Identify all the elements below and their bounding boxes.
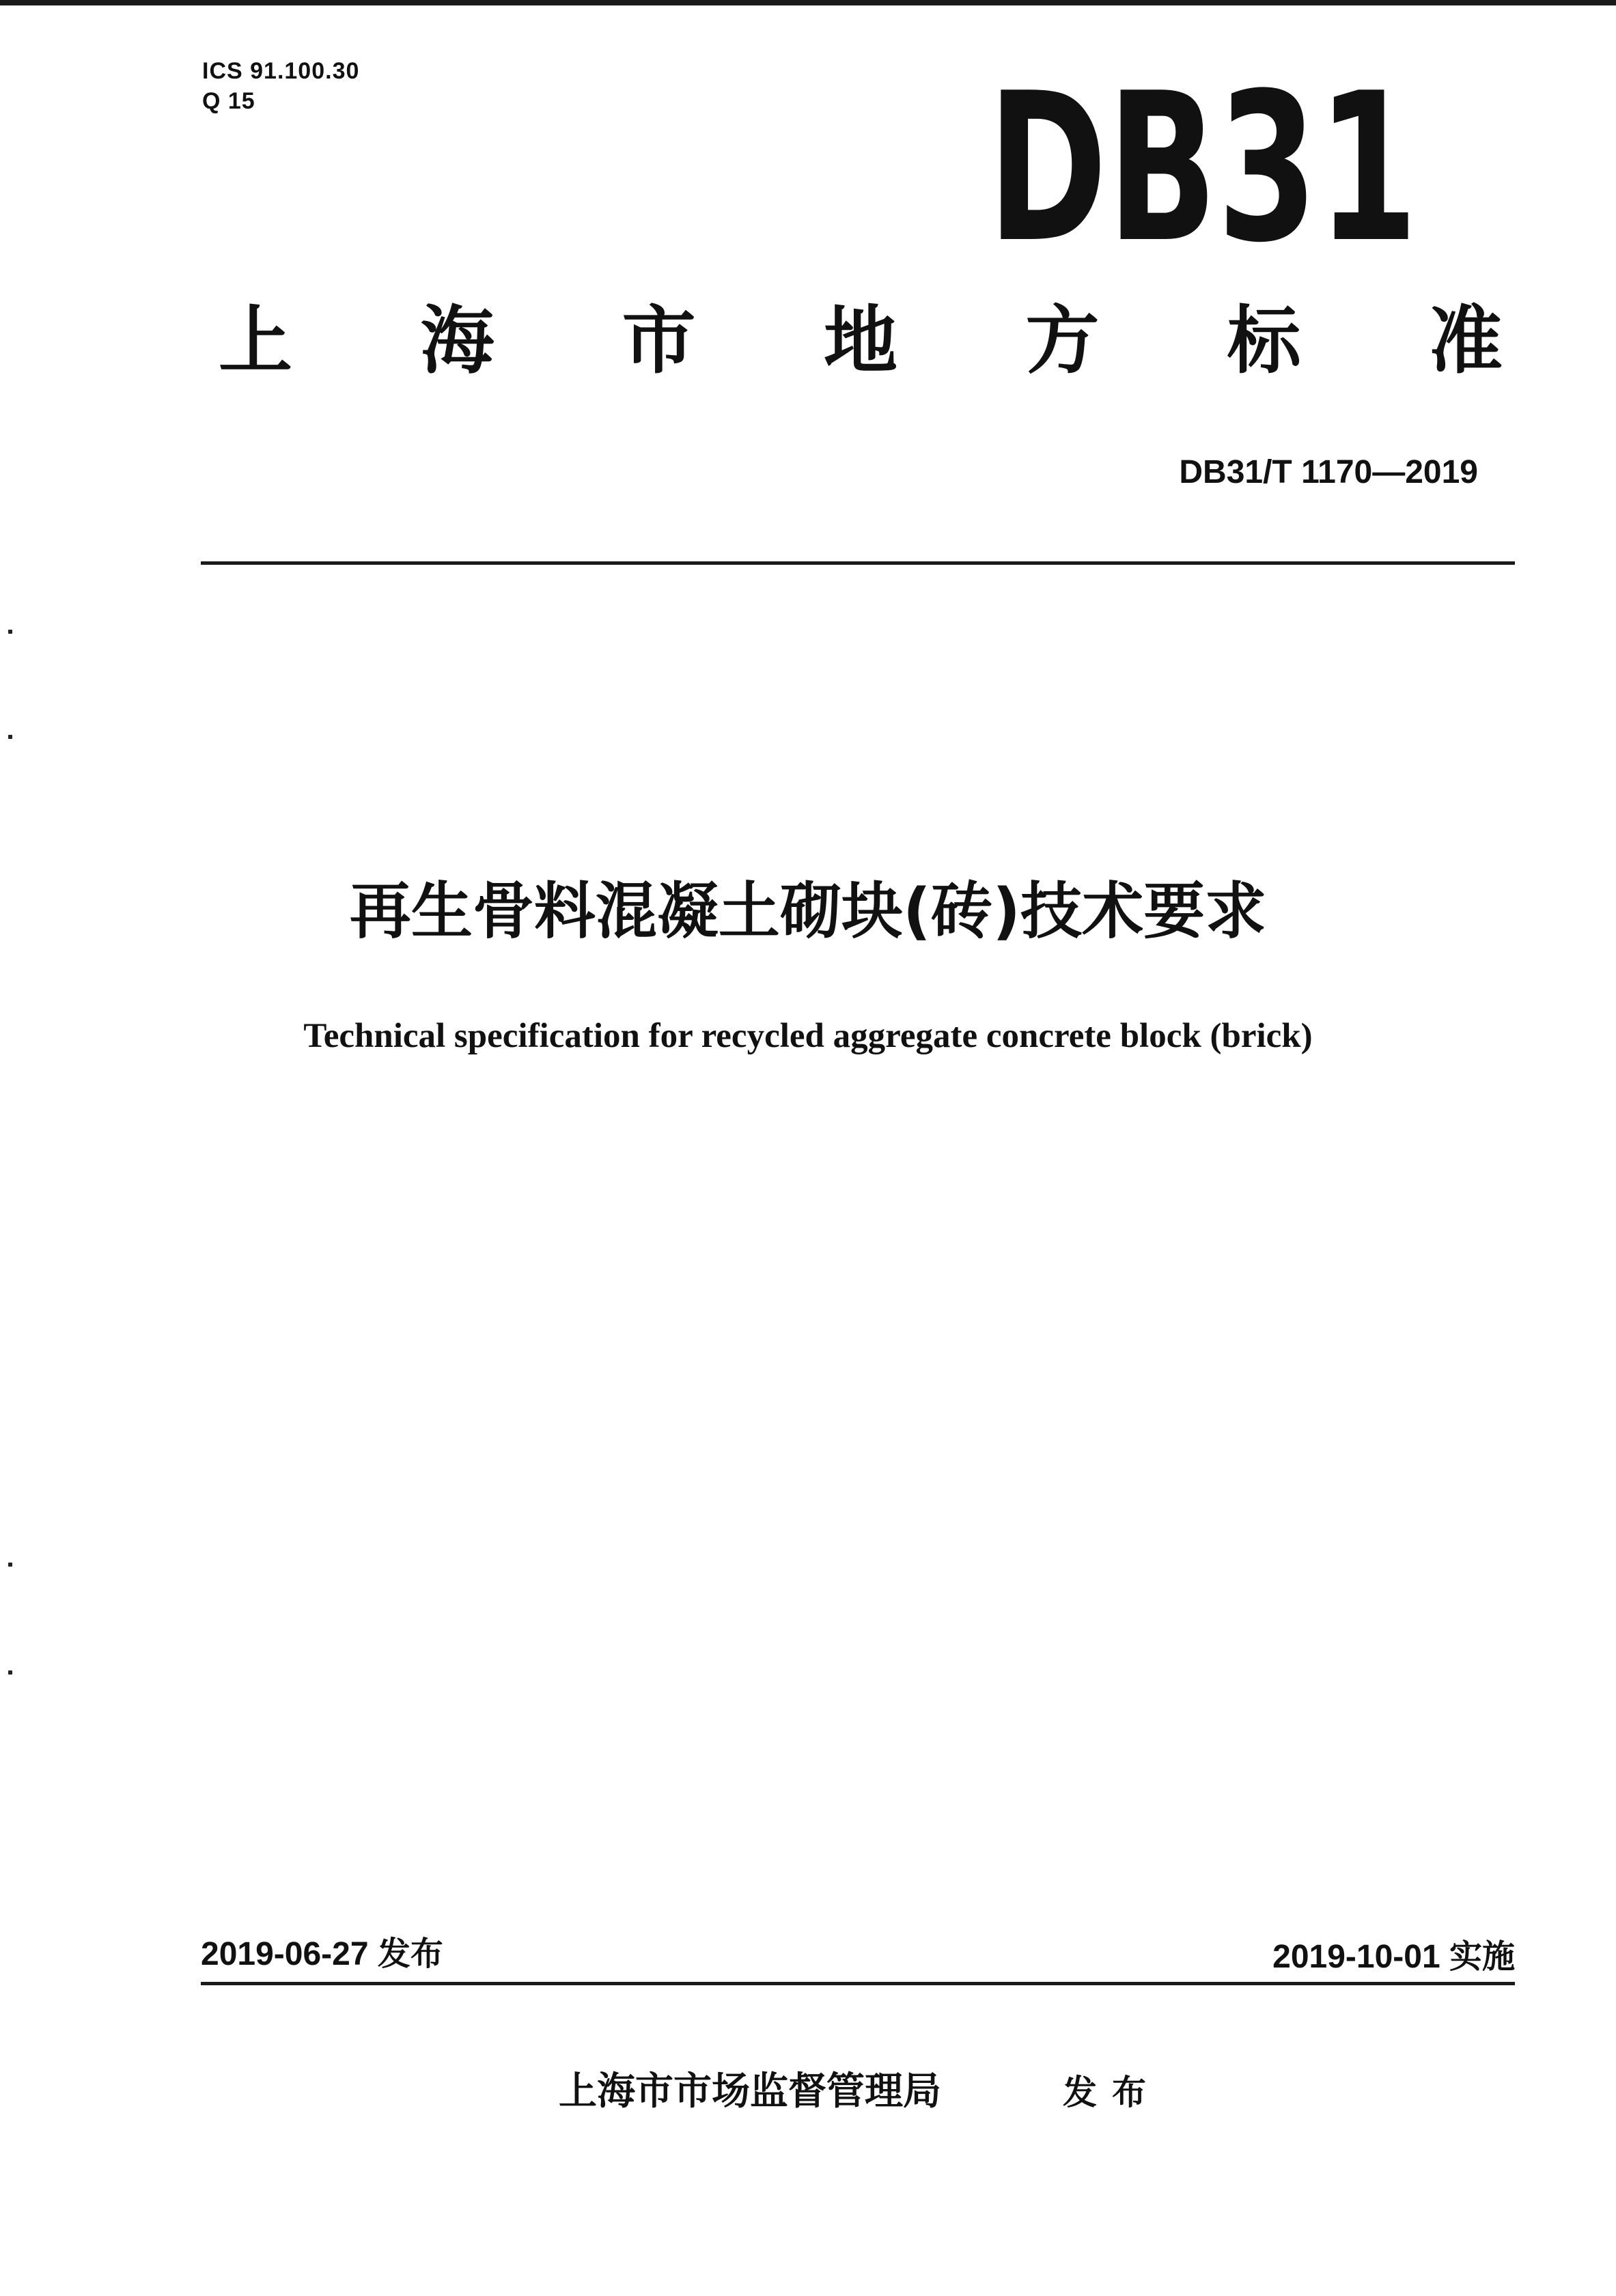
scan-top-edge — [0, 0, 1616, 5]
category-char: 准 — [1428, 298, 1503, 384]
scan-artifact — [8, 1670, 12, 1675]
document-title-chinese: 再生骨料混凝土砌块(砖)技术要求 — [349, 876, 1267, 947]
scan-artifact — [8, 735, 12, 739]
category-char: 上 — [219, 298, 293, 384]
implementation-date: 2019-10-01 实施 — [1272, 1939, 1515, 1975]
category-char: 方 — [1025, 298, 1100, 384]
standard-number: DB31/T 1170—2019 — [1179, 454, 1478, 490]
scan-artifact — [8, 1563, 12, 1567]
standard-category-title — [219, 294, 1503, 389]
scan-artifact — [8, 630, 12, 634]
db31-logo — [981, 49, 1425, 288]
issuing-authority: 上海市市场监督管理局 — [559, 2069, 941, 2114]
bottom-divider — [201, 1982, 1515, 1985]
db31-logo-text: DB31 — [988, 49, 1418, 288]
classification-codes — [202, 56, 359, 116]
ccs-code: Q 15 — [202, 88, 255, 114]
category-char: 地 — [823, 298, 897, 384]
top-divider — [201, 561, 1515, 565]
category-char: 市 — [622, 298, 696, 384]
ics-code: ICS 91.100.30 — [202, 58, 360, 84]
publish-label: 发布 — [1063, 2073, 1161, 2112]
category-char: 海 — [420, 298, 494, 384]
issue-date: 2019-06-27 发布 — [201, 1936, 443, 1972]
document-title-english: Technical specification for recycled aggregate concrete block (brick) — [303, 1017, 1313, 1055]
category-char: 标 — [1227, 298, 1301, 384]
